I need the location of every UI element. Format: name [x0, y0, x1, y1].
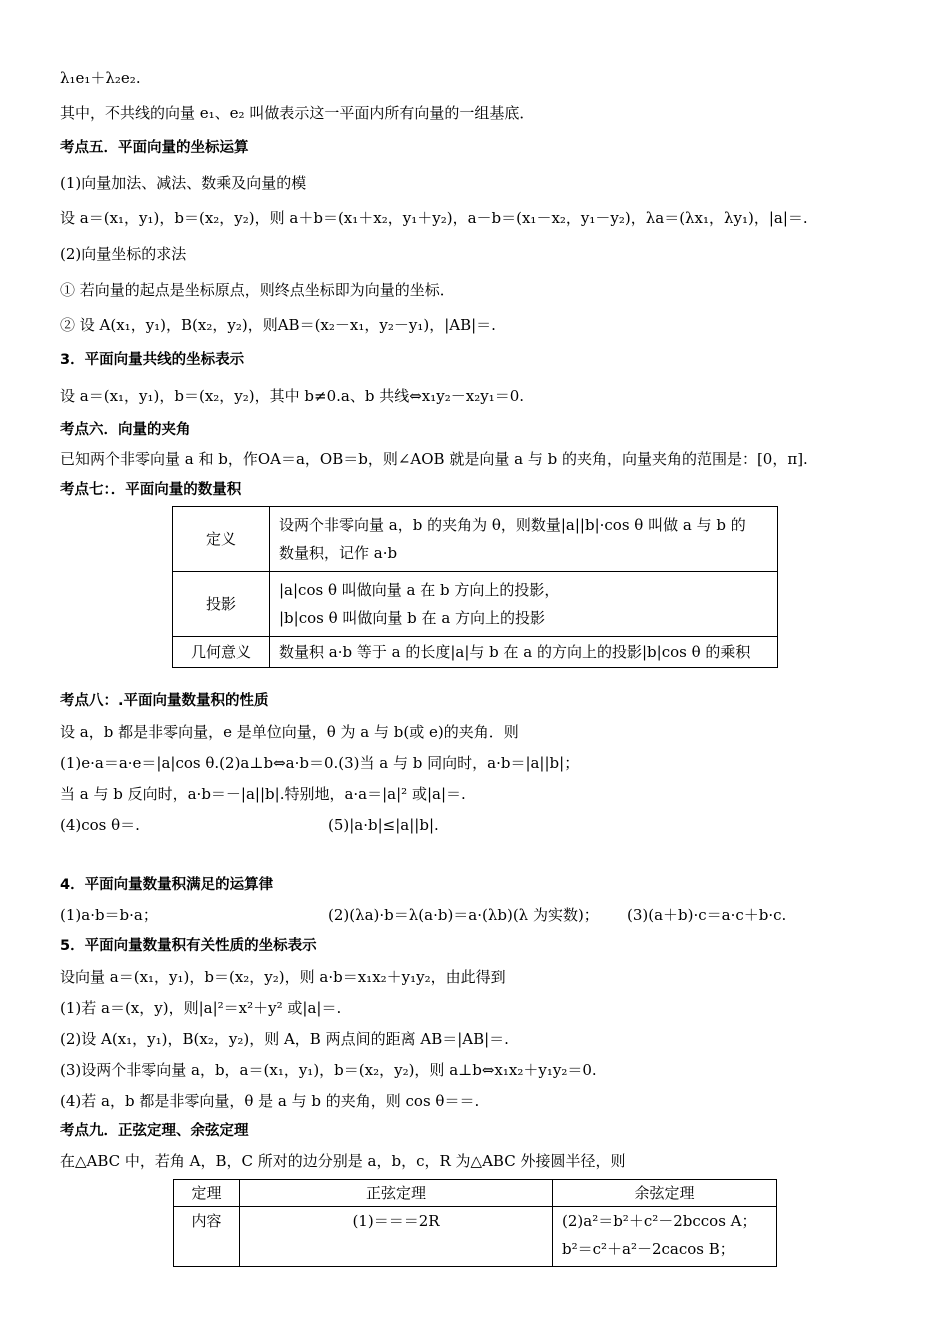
cell-line: 数量积，记作 a·b [279, 544, 398, 562]
column-header: 正弦定理 [240, 1180, 553, 1207]
text-line: 设 a，b 都是非零向量，e 是单位向量，θ 为 a 与 b(或 e)的夹角．则 [60, 723, 519, 741]
text-line: ② 设 A(x₁，y₁)，B(x₂，y₂)，则AB＝(x₂－x₁，y₂－y₁)，|AB|＝. [60, 316, 496, 334]
table-row [173, 507, 778, 572]
cell-line: |a|cos θ 叫做向量 a 在 b 方向上的投影， [279, 581, 560, 599]
text-line: (5)|a·b|≤|a||b|. [328, 816, 439, 834]
dot-product-table [172, 506, 778, 668]
table-header-row [174, 1180, 777, 1207]
cell-line: |b|cos θ 叫做向量 b 在 a 方向上的投影 [279, 609, 546, 627]
sine-law-cell: (1)＝＝＝2R [240, 1207, 553, 1267]
cell-line: 数量积 a·b 等于 a 的长度|a|与 b 在 a 的方向上的投影|b|cos θ 的乘积 [279, 643, 751, 661]
table-row [173, 572, 778, 637]
row-content [270, 572, 778, 637]
text-line: 当 a 与 b 反向时，a·b＝－|a||b|.特别地，a·a＝|a|² 或|a|＝. [60, 785, 466, 803]
table-row [174, 1207, 777, 1267]
row-label: 定义 [173, 507, 270, 572]
column-header: 定理 [174, 1180, 240, 1207]
section-heading: 5．平面向量数量积有关性质的坐标表示 [60, 938, 317, 954]
section-heading: 考点七：．平面向量的数量积 [60, 482, 242, 498]
text-line: 设向量 a＝(x₁，y₁)，b＝(x₂，y₂)，则 a·b＝x₁x₂＋y₁y₂，由此得到 [60, 968, 506, 986]
text-line: (2)设 A(x₁，y₁)，B(x₂，y₂)，则 A，B 两点间的距离 AB＝|AB|＝. [60, 1030, 509, 1048]
text-line: (4)cos θ＝. [60, 816, 140, 834]
row-content [270, 637, 778, 668]
text-line: 已知两个非零向量 a 和 b，作OA＝a，OB＝b，则∠AOB 就是向量 a 与 b 的夹角，向量夹角的范围是：[0，π]. [60, 450, 808, 468]
text-line: (3)设两个非零向量 a，b，a＝(x₁，y₁)，b＝(x₂，y₂)，则 a⊥b⇔x₁x₂＋y₁y₂＝0. [60, 1061, 597, 1079]
section-heading: 3．平面向量共线的坐标表示 [60, 352, 245, 368]
row-content [270, 507, 778, 572]
section-heading: 考点八：.平面向量数量积的性质 [60, 693, 269, 709]
text-line: ① 若向量的起点是坐标原点，则终点坐标即为向量的坐标． [60, 281, 455, 299]
text-line: λ₁e₁＋λ₂e₂. [60, 69, 141, 87]
text-line: 其中，不共线的向量 e₁、e₂ 叫做表示这一平面内所有向量的一组基底． [60, 104, 535, 122]
cell-line: 设两个非零向量 a，b 的夹角为 θ，则数量|a||b|·cos θ 叫做 a 与 b 的 [279, 516, 746, 534]
text-line: 设 a＝(x₁，y₁)，b＝(x₂，y₂)，其中 b≠0.a、b 共线⇔x₁y₂－x₂y₁＝0. [60, 387, 525, 405]
cosine-law-cell [553, 1207, 777, 1267]
law-of-sines-cosines-table [173, 1179, 777, 1267]
column-header: 余弦定理 [553, 1180, 777, 1207]
text-line: (4)若 a，b 都是非零向量，θ 是 a 与 b 的夹角，则 cos θ＝＝. [60, 1092, 480, 1110]
section-heading: 考点五．平面向量的坐标运算 [60, 140, 249, 156]
text-line: (2)(λa)·b＝λ(a·b)＝a·(λb)(λ 为实数)； [328, 906, 599, 924]
text-line: (3)(a＋b)·c＝a·c＋b·c. [627, 906, 787, 924]
text-line: (2)向量坐标的求法 [60, 245, 187, 263]
text-line: (1)若 a＝(x，y)，则|a|²＝x²＋y² 或|a|＝. [60, 999, 342, 1017]
section-heading: 考点九．正弦定理、余弦定理 [60, 1123, 249, 1139]
section-heading: 考点六．向量的夹角 [60, 422, 191, 438]
row-label: 内容 [174, 1207, 240, 1267]
text-line: (1)e·a＝a·e＝|a|cos θ.(2)a⊥b⇔a·b＝0.(3)当 a 与 b 同向时，a·b＝|a||b|； [60, 754, 580, 772]
section-heading: 4．平面向量数量积满足的运算律 [60, 877, 274, 893]
table-row [173, 637, 778, 668]
text-line: (1)向量加法、减法、数乘及向量的模 [60, 174, 307, 192]
row-label: 投影 [173, 572, 270, 637]
cell-line: (2)a²＝b²＋c²－2bccos A； [562, 1212, 757, 1230]
text-line: 设 a＝(x₁，y₁)，b＝(x₂，y₂)，则 a＋b＝(x₁＋x₂，y₁＋y₂)，a－b＝(x₁－x₂，y₁－y₂)，λa＝(λx₁，λy₁)，|a|＝. [60, 209, 808, 227]
text-line: 在△ABC 中，若角 A，B，C 所对的边分别是 a，b，c，R 为△ABC 外接圆半径，则 [60, 1152, 626, 1170]
row-label: 几何意义 [173, 637, 270, 668]
text-line: (1)a·b＝b·a； [60, 906, 158, 924]
cell-line: b²＝c²＋a²－2cacos B； [562, 1240, 735, 1258]
